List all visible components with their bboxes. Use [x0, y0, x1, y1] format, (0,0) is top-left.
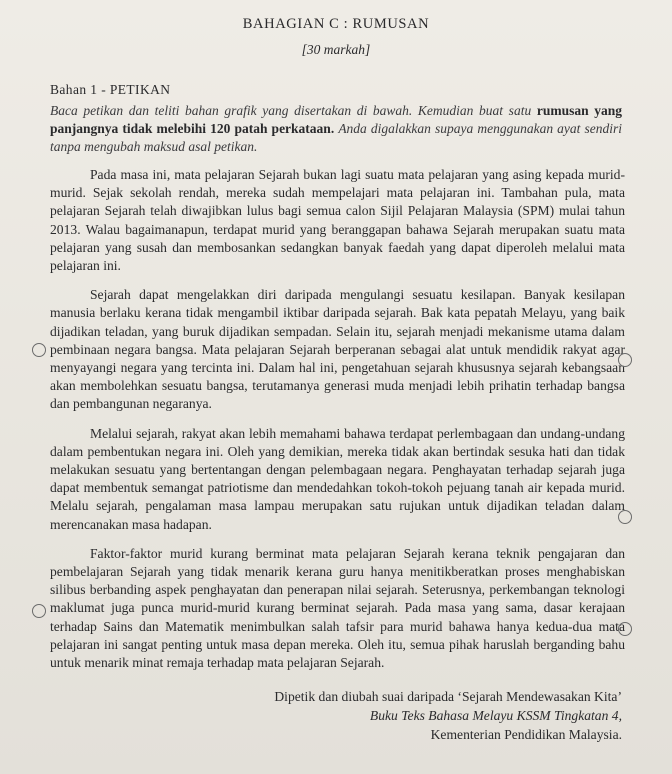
passage-body [50, 166, 625, 683]
instructions [50, 102, 622, 156]
instructions-part4: Anda digalakkan supaya menggunakan ayat sendiri tanpa mengubah maksud asal petikan. [50, 121, 623, 154]
source-line-2: Buku Teks Bahasa Melayu KSSM Tingkatan 4, [369, 708, 622, 723]
pencil-mark-icon [618, 353, 632, 367]
paragraph-4: Faktor-faktor murid kurang berminat mata pelajaran Sejarah kerana teknik pengajaran dan pembelajaran Sejarah yang tidak menarik kerana guru hanya menitikberatkan proses menghabiskan silibus berbanding aspek penghayatan dan penerapan nilai sejarah. Seterusnya, perkembangan teknologi maklumat juga punca murid-murid kurang berminat sejarah. Pada masa yang sama, dasar kerajaan terhadap Sains dan Matematik menimbulkan salah tafsir para murid bahawa hanya kedua-dua mata pelajaran ini sangat penting untuk masa depan mereka. Oleh itu, semua pihak haruslah berganding bahu untuk menarik minat remaja terhadap mata pelajaran Sejarah. [50, 545, 625, 671]
passage-label: Bahan 1 - PETIKAN [50, 82, 171, 97]
pencil-mark-icon [32, 343, 46, 357]
paragraph-1: Pada masa ini, mata pelajaran Sejarah bukan lagi suatu mata pelajaran yang asing kepada murid-murid. Sejak sekolah rendah, mereka sudah mempelajari mata pelajaran ini. Tambahan pula, mata pelajaran Sejarah telah diwajibkan lulus bagi semua calon Sijil Pelajaran Malaysia (SPM) mulai tahun 2013. Walau bagaimanapun, terdapat murid yang beranggapan bahawa Sejarah merupakan suatu mata pelajaran yang susah dan membosankan sedangkan banyak faedah yang dapat diperoleh melalui mata pelajaran ini. [50, 167, 625, 274]
source-line-3: Kementerian Pendidikan Malaysia. [430, 727, 622, 742]
paragraph-2: Sejarah dapat mengelakkan diri daripada mengulangi sesuatu kesilapan. Banyak kesilapan manusia berlaku kerana tidak mengambil iktibar daripada sejarah. Bak kata pepatah Melayu, yang baik dijadikan teladan, yang buruk dijadikan sempadan. Selain itu, sejarah menjadi mekanisme utama dalam pembinaan negara bangsa. Mata pelajaran Sejarah berperanan sebagai alat untuk mendidik rakyat agar menyayangi negara yang tercinta ini. Dalam hal ini, pengetahuan sejarah khususnya sejarah kebangsaan akan membolehkan sesuatu bangsa, terutamanya generasi muda menjadi lebih prihatin terhadap bangsa dan pembangunan negaranya. [50, 287, 625, 412]
source-line-1: Dipetik dan diubah suai daripada ‘Sejarah Mendewasakan Kita’ [274, 689, 622, 704]
paragraph-3: Melalui sejarah, rakyat akan lebih memahami bahawa terdapat perlembagaan dan undang-undang dalam pembentukan negara ini. Oleh yang demikian, mereka tidak akan bertindak sesuka hati dan tidak melakukan sesuatu yang bertentangan dengan pelembagaan negara. Penghayatan terhadap sejarah juga dapat membentuk semangat patriotisme dan mendedahkan tokoh-tokoh pejuang tanah air kepada murid. Melalu sejarah, pengalaman masa lampau merupakan satu rujukan untuk dijadikan teladan dalam merencanakan masa hadapan. [50, 425, 625, 532]
instructions-part3: tidak melebihi 120 patah perkataan. [122, 121, 335, 136]
section-title: BAHAGIAN C : RUMUSAN [242, 16, 430, 32]
pencil-mark-icon [618, 622, 632, 636]
source-citation [162, 687, 622, 744]
marks-label: [30 markah] [301, 42, 371, 57]
instructions-part1: Baca petikan dan teliti bahan grafik yang disertakan di bawah. Kemudian buat satu [50, 103, 532, 118]
instructions-part2: rumusan yang panjangnya [50, 103, 623, 136]
pencil-mark-icon [618, 510, 632, 524]
pencil-mark-icon [32, 604, 46, 618]
